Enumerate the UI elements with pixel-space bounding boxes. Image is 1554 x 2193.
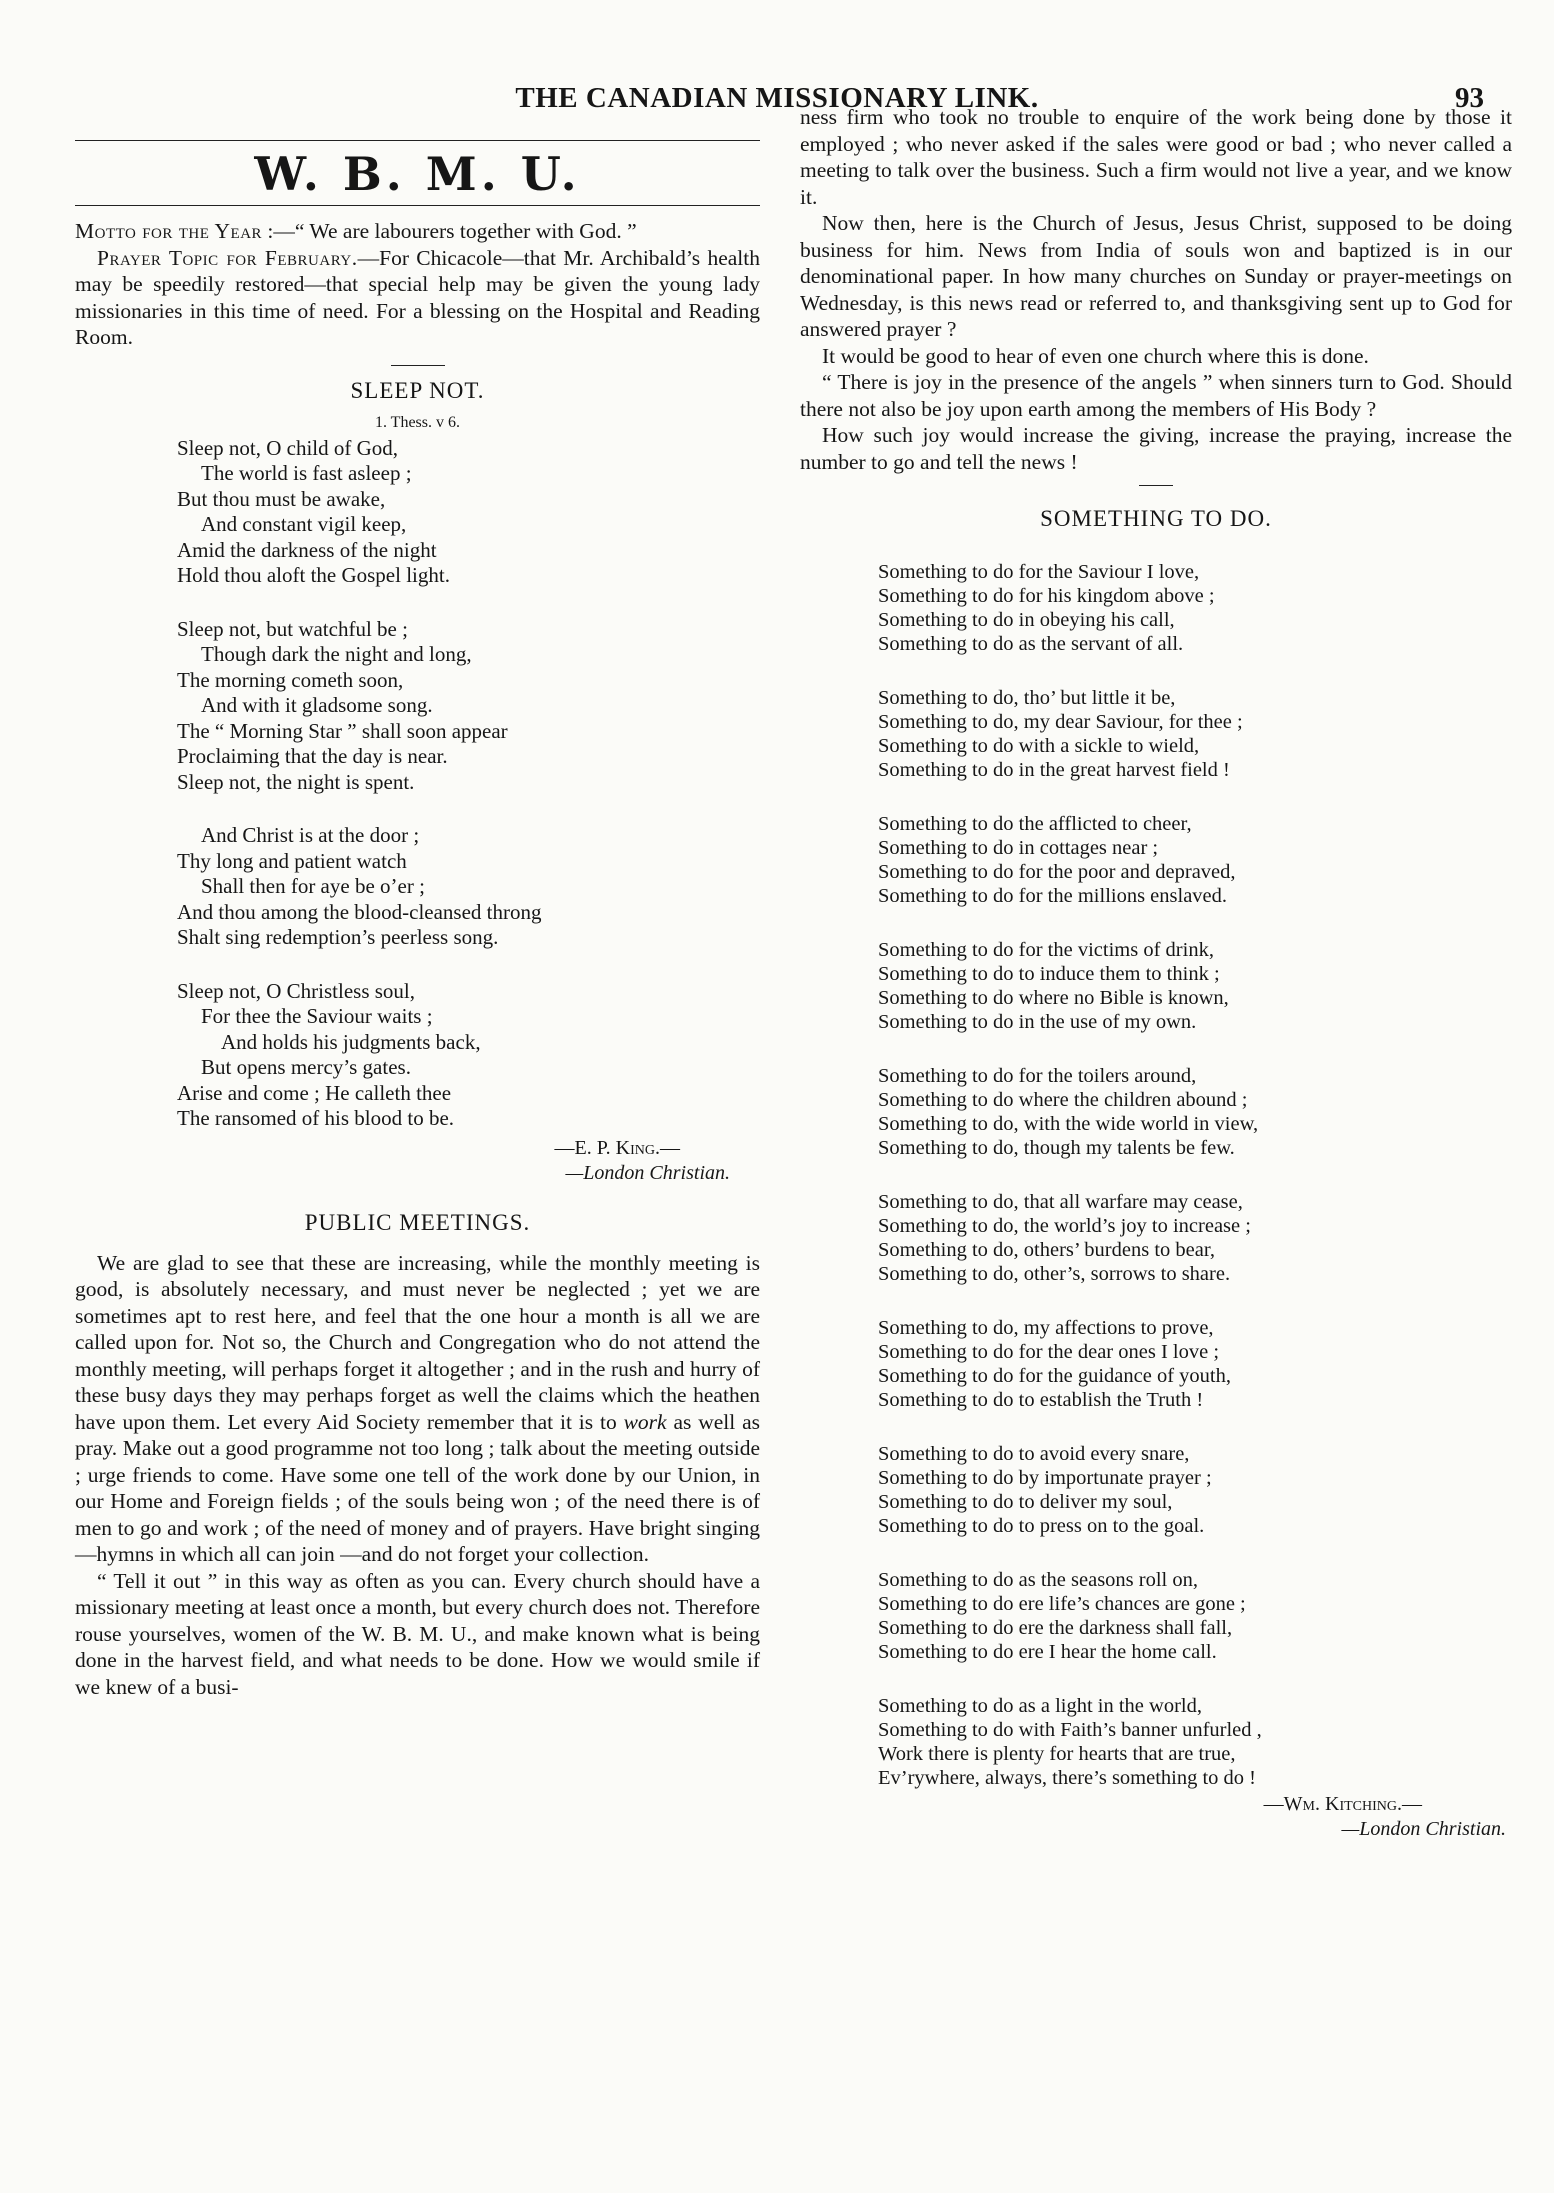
poem-stanza — [878, 1316, 1512, 1412]
poem-line: Amid the darkness of the night — [177, 537, 437, 562]
poem-line: And thou among the blood-cleansed throng — [177, 899, 542, 924]
poem-stanza — [878, 686, 1512, 782]
poem-line: The morning cometh soon, — [177, 667, 404, 692]
paragraph-text: We are glad to see that these are increasing, while the monthly meeting is good, is absolutely necessary, and must never be neglected ; yet we are sometimes apt to rest here, and feel that the one hour a month is all we are called upon for. Not so, the Church and Congregation who do not attend the monthly meeting, will perhaps forget it altogether ; and in the rush and hurry of these busy days they may perhaps forget as well the claims which the heathen have upon them. Let every Aid Society remember that it is to — [75, 1250, 760, 1434]
poem-stanza — [177, 436, 760, 589]
article-paragraph — [75, 1250, 760, 1568]
poem-line: Something to do ere I hear the home call. — [878, 1641, 1217, 1663]
poem-stanza — [878, 1190, 1512, 1286]
something-to-do-poem — [878, 560, 1512, 1790]
article-paragraph: How such joy would increase the giving, increase the praying, increase the number to go and tell the news ! — [800, 423, 1512, 474]
poem-line: And Christ is at the door ; — [201, 823, 420, 847]
prayer-topic-text: —For Chicacole—that Mr. Archibald’s health may be speedily restored—that special help may be given the young lady missionaries in this time of need. For a blessing on the Hospital and Reading Room. — [75, 245, 760, 349]
poem-line: Something to do for the dear ones I love ; — [878, 1341, 1220, 1363]
poem-line: Something to do, my dear Saviour, for thee ; — [878, 711, 1243, 733]
poem-line: For thee the Saviour waits ; — [201, 1004, 433, 1028]
poem-line: Something to do the afflicted to cheer, — [878, 813, 1192, 835]
something-to-do-title: SOMETHING TO DO. — [1040, 506, 1272, 531]
poem-line: Something to do in cottages near ; — [878, 837, 1159, 859]
scripture-reference: 1. Thess. v 6. — [374, 413, 461, 431]
poem-line: Hold thou aloft the Gospel light. — [177, 563, 450, 587]
poem-line: Sleep not, O child of God, — [177, 435, 399, 460]
poem-line: Something to do ere the darkness shall fall, — [878, 1617, 1233, 1639]
poem-stanza — [878, 812, 1512, 908]
poem-line: Something to do to induce them to think ; — [878, 963, 1220, 985]
poem-line: Something to do by importunate prayer ; — [878, 1467, 1212, 1489]
poem-author: —E. P. King.— — [554, 1136, 680, 1159]
poem-line: Something to do where the children abound ; — [878, 1089, 1248, 1111]
poem-stanza — [878, 938, 1512, 1034]
poem-source: —London Christian. — [1341, 1818, 1506, 1840]
public-meetings-title: PUBLIC MEETINGS. — [304, 1209, 531, 1235]
article-paragraph: Now then, here is the Church of Jesus, Jesus Christ, supposed to be doing business for him. News from India of souls won and baptized is in our denominational paper. In how many churches on Sunday or prayer-meetings on Wednesday, is this news read or referred to, and thanksgiving sent up to God for answered prayer ? — [800, 211, 1512, 341]
poem-stanza — [878, 1694, 1512, 1790]
poem-line: Though dark the night and long, — [201, 642, 472, 666]
poem-line: Something to do in the great harvest field ! — [878, 759, 1230, 781]
poem-stanza — [878, 1442, 1512, 1538]
masthead-bottom-rule — [75, 205, 760, 206]
poem-line: Something to do as the seasons roll on, — [878, 1569, 1199, 1591]
emphasis-text: work — [623, 1409, 667, 1434]
divider — [391, 365, 445, 366]
poem-line: Something to do for his kingdom above ; — [878, 585, 1215, 607]
poem-line: Something to do, the world’s joy to increase ; — [878, 1215, 1251, 1237]
motto-paragraph — [75, 218, 760, 245]
poem-line: Something to do with Faith’s banner unfurled , — [878, 1719, 1262, 1741]
poem-line: And with it gladsome song. — [201, 693, 433, 717]
poem-source: —London Christian. — [565, 1161, 730, 1184]
section-masthead: W. B. M. U. — [254, 147, 581, 201]
poem-line: Something to do in the use of my own. — [878, 1011, 1197, 1033]
poem-line: The “ Morning Star ” shall soon appear — [177, 718, 508, 743]
poem-line: Something to do for the victims of drink, — [878, 939, 1214, 961]
poem-line: Something to do ere life’s chances are gone ; — [878, 1593, 1246, 1615]
left-column — [75, 140, 760, 1700]
article-paragraph-continued: ness firm who took no trouble to enquire of the work being done by those it employed ; who never asked if the sales were good or bad ; who never called a meeting to talk over the business. Such a firm would not live a year, and we know it. — [800, 105, 1512, 209]
poem-stanza — [177, 979, 760, 1132]
article-paragraph: It would be good to hear of even one church where this is done. — [822, 343, 1369, 368]
poem-line: Work there is plenty for hearts that are true, — [878, 1743, 1236, 1765]
poem-line: Something to do for the poor and depraved, — [878, 861, 1236, 883]
poem-line: Something to do to avoid every snare, — [878, 1443, 1190, 1465]
article-paragraph: “ There is joy in the presence of the angels ” when sinners turn to God. Should there not also be joy upon earth among the members of His Body ? — [800, 370, 1512, 421]
poem-stanza — [177, 617, 760, 796]
poem-line: Something to do as the servant of all. — [878, 633, 1184, 655]
motto-label: Motto for the Year — [75, 219, 263, 243]
poem-line: But opens mercy’s gates. — [201, 1055, 411, 1079]
poem-line: Something to do, tho’ but little it be, — [878, 687, 1176, 709]
poem-line: Something to do to establish the Truth ! — [878, 1389, 1204, 1411]
poem-line: Shalt sing redemption’s peerless song. — [177, 925, 499, 949]
poem-line: Something to do, though my talents be few. — [878, 1137, 1235, 1159]
poem-line: Ev’rywhere, always, there’s something to do ! — [878, 1767, 1257, 1789]
poem-line: The ransomed of his blood to be. — [177, 1106, 455, 1130]
poem-line: Something to do where no Bible is known, — [878, 987, 1229, 1009]
paragraph-text: as well as pray. Make out a good programme not too long ; talk about the meeting outside ; urge friends to come. Have some one tell of the work done by our Union, in our Home and Foreign fields ; of the souls being won ; of the need there is of men to go and work ; of the need of money and of prayers. Have bright singing—hymns in which all can join —and do not forget your collection. — [75, 1409, 761, 1566]
poem-line: Something to do for the Saviour I love, — [878, 561, 1200, 583]
poem-stanza — [878, 1064, 1512, 1160]
poem-author: —Wm. Kitching.— — [1263, 1793, 1422, 1815]
poem-line: Something to do, others’ burdens to bear, — [878, 1239, 1215, 1261]
poem-line: Sleep not, the night is spent. — [177, 769, 415, 794]
poem-line: Something to do to press on to the goal. — [878, 1515, 1205, 1537]
poem-line: And constant vigil keep, — [201, 512, 407, 536]
publication-title: THE CANADIAN MISSIONARY LINK. — [515, 82, 1039, 114]
poem-line: Something to do, other’s, sorrows to share. — [878, 1263, 1231, 1285]
poem-line: But thou must be awake, — [177, 486, 386, 511]
poem-stanza — [177, 823, 760, 951]
poem-line: Something to do with a sickle to wield, — [878, 735, 1200, 757]
poem-line: Proclaiming that the day is near. — [177, 744, 448, 768]
poem-line: Something to do, my affections to prove, — [878, 1317, 1214, 1339]
poem-line: Shall then for aye be o’er ; — [201, 874, 425, 898]
sleep-not-title: SLEEP NOT. — [350, 377, 485, 403]
prayer-topic-label: Prayer Topic for February. — [97, 245, 358, 270]
poem-line: Something to do as a light in the world, — [878, 1695, 1202, 1717]
poem-line: Something to do for the millions enslaved. — [878, 885, 1228, 907]
poem-line: Something to do to deliver my soul, — [878, 1491, 1173, 1513]
article-paragraph: “ Tell it out ” in this way as often as you can. Every church should have a missionary meeting at least once a month, but every church does not. Therefore rouse yourselves, women of the W. B. M. U., and make known what is being done in the harvest field, and what needs to be done. How we would smile if we knew of a busi- — [75, 1568, 760, 1699]
poem-stanza — [878, 560, 1512, 656]
right-column — [800, 104, 1512, 1842]
sleep-not-poem — [177, 436, 760, 1132]
divider — [1139, 485, 1173, 486]
poem-line: Arise and come ; He calleth thee — [177, 1080, 452, 1105]
poem-line: Something to do for the guidance of youth, — [878, 1365, 1231, 1387]
page-number: 93 — [1455, 82, 1484, 114]
motto-text: :—“ We are labourers together with God. ” — [267, 219, 637, 243]
poem-line: Sleep not, O Christless soul, — [177, 978, 416, 1003]
poem-line: Sleep not, but watchful be ; — [177, 616, 408, 641]
poem-line: The world is fast asleep ; — [201, 461, 412, 485]
poem-line: Something to do, that all warfare may cease, — [878, 1191, 1243, 1213]
prayer-topic-paragraph — [75, 245, 760, 351]
poem-line: Something to do in obeying his call, — [878, 609, 1175, 631]
poem-line: Something to do for the toilers around, — [878, 1065, 1197, 1087]
poem-line: Something to do, with the wide world in view, — [878, 1113, 1259, 1135]
poem-line: Thy long and patient watch — [177, 848, 407, 873]
poem-line: And holds his judgments back, — [221, 1029, 481, 1054]
poem-stanza — [878, 1568, 1512, 1664]
